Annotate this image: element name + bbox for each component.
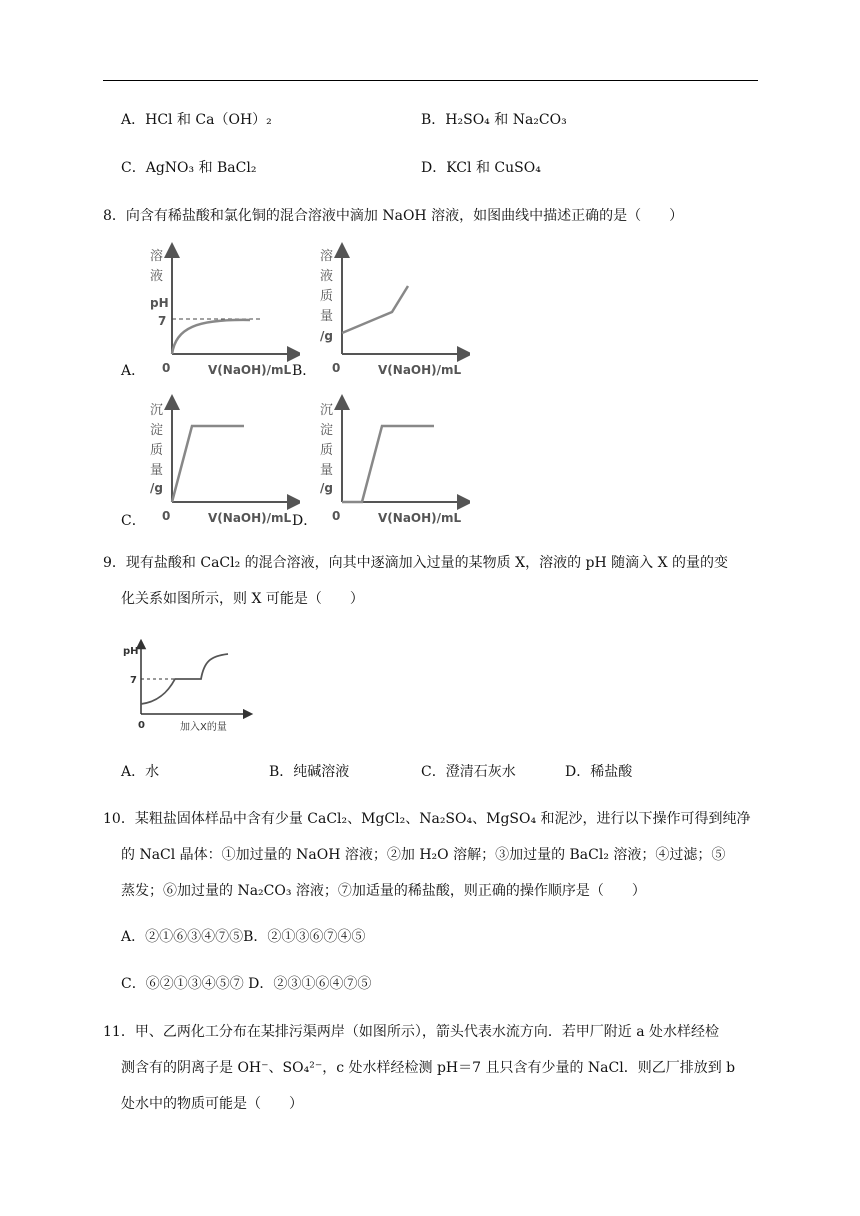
origin-label: 0: [162, 361, 171, 375]
y-label-5: /g: [150, 481, 163, 495]
y-label-4: 量: [150, 463, 164, 478]
q10-stem-line-1: 10．某粗盐固体样品中含有少量 CaCl₂、MgCl₂、Na₂SO₄、MgSO₄ 和泥沙，进行以下操作可得到纯净: [103, 811, 751, 827]
y-label-2: 淀: [150, 423, 164, 438]
x-label: 加入X的量: [180, 722, 227, 733]
q7-option-c[interactable]: C．AgNO₃ 和 BaCl₂: [121, 160, 257, 176]
q9-option-c[interactable]: C．澄清石灰水: [421, 764, 516, 780]
q8-stem: 8．向含有稀盐酸和氯化铜的混合溶液中滴加 NaOH 溶液，如图曲线中描述正确的是（ ）: [103, 208, 684, 224]
y-label-1: 沉: [150, 403, 164, 418]
mass-line: [342, 286, 408, 333]
q10-options-ab[interactable]: A．②①⑥③④⑦⑤B．②①③⑥⑦④⑤: [121, 929, 366, 945]
q8-option-a-label[interactable]: A．: [121, 363, 146, 379]
q8-graph-a: [140, 240, 300, 380]
q10-options-cd[interactable]: C．⑥②①③④⑤⑦ D．②③①⑥④⑦⑤: [121, 976, 372, 992]
q7-option-b[interactable]: B．H₂SO₄ 和 Na₂CO₃: [421, 112, 567, 128]
q9-option-b[interactable]: B．纯碱溶液: [269, 764, 350, 780]
q7-option-d[interactable]: D．KCl 和 CuSO₄: [421, 160, 541, 176]
y-label-3: 质: [150, 443, 164, 458]
q9-stem-line-1: 9．现有盐酸和 CaCl₂ 的混合溶液，向其中逐滴加入过量的某物质 X，溶液的 pH 随滴入 X 的量的变: [103, 555, 729, 571]
q9-option-d[interactable]: D．稀盐酸: [565, 764, 633, 780]
q9-graph: [118, 636, 258, 736]
x-label: V(NaOH)/mL: [208, 363, 292, 377]
y-label-1: 溶: [320, 249, 334, 264]
q8-option-d-label[interactable]: D．: [292, 513, 318, 529]
y-tick-7: 7: [158, 314, 167, 328]
y-label-2: 液: [150, 269, 164, 284]
q8-graph-c: [140, 392, 300, 532]
y-label: pH: [123, 646, 139, 657]
y-tick-7: 7: [130, 675, 137, 686]
q11-stem-line-2: 测含有的阴离子是 OH⁻、SO₄²⁻，c 处水样经检测 pH＝7 且只含有少量的 NaCl．则乙厂排放到 b: [121, 1060, 736, 1076]
q9-stem-line-2: 化关系如图所示，则 X 可能是（ ）: [121, 591, 364, 607]
y-label-5: /g: [320, 329, 333, 343]
y-label-4: 量: [320, 463, 334, 478]
q8-graph-d: [310, 392, 470, 532]
x-label: V(NaOH)/mL: [208, 511, 292, 525]
q10-stem-line-3: 蒸发；⑥加过量的 Na₂CO₃ 溶液；⑦加适量的稀盐酸，则正确的操作顺序是（ ）: [121, 883, 646, 899]
q8-option-c-label[interactable]: C．: [121, 513, 146, 529]
origin-label: 0: [138, 720, 145, 731]
precipitate-line: [342, 426, 434, 502]
y-label-4: 量: [320, 309, 334, 324]
header-rule: [103, 80, 758, 81]
q8-graph-b: [310, 240, 470, 380]
q9-option-a[interactable]: A．水: [121, 764, 160, 780]
y-label-5: /g: [320, 481, 333, 495]
q10-stem-line-2: 的 NaCl 晶体：①加过量的 NaOH 溶液；②加 H₂O 溶解；③加过量的 BaCl₂ 溶液；④过滤；⑤: [121, 847, 726, 863]
ph-curve: [172, 320, 250, 354]
x-label: V(NaOH)/mL: [378, 511, 462, 525]
q7-option-a[interactable]: A．HCl 和 Ca（OH）₂: [121, 112, 272, 128]
y-label-2: 液: [320, 269, 334, 284]
origin-label: 0: [332, 361, 341, 375]
origin-label: 0: [162, 509, 171, 523]
x-label: V(NaOH)/mL: [378, 363, 462, 377]
y-label-3: pH: [150, 296, 169, 310]
y-label-1: 溶: [150, 249, 164, 264]
y-label-1: 沉: [320, 403, 334, 418]
y-label-2: 淀: [320, 423, 334, 438]
y-label-3: 质: [320, 289, 334, 304]
q8-option-b-label[interactable]: B．: [292, 363, 317, 379]
q11-stem-line-1: 11．甲、乙两化工分布在某排污渠两岸（如图所示），箭头代表水流方向．若甲厂附近 a 处水样经检: [103, 1024, 720, 1040]
q11-stem-line-3: 处水中的物质可能是（ ）: [121, 1096, 303, 1112]
origin-label: 0: [332, 509, 341, 523]
y-label-3: 质: [320, 443, 334, 458]
precipitate-line: [172, 426, 244, 502]
